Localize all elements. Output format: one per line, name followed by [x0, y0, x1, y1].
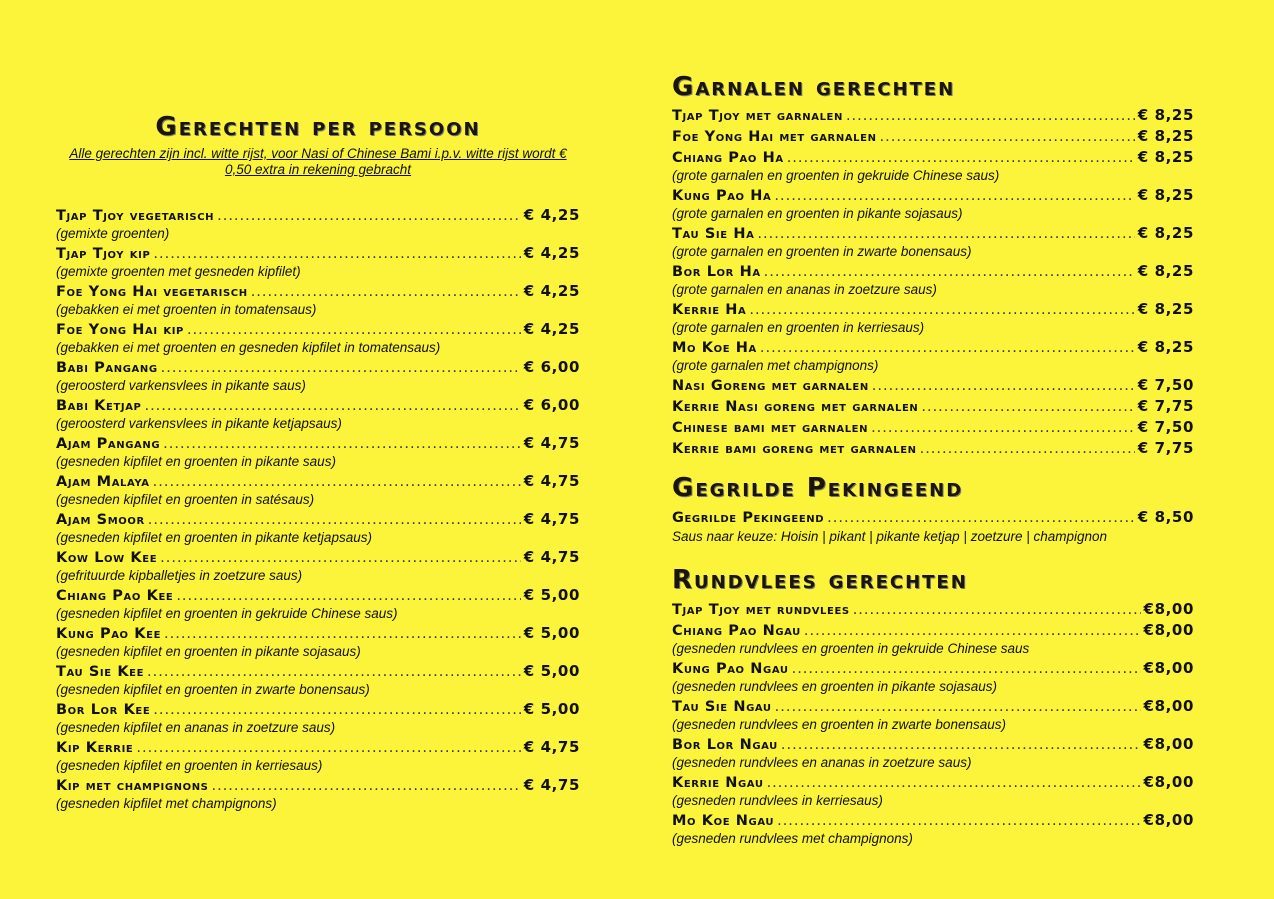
dish-name: Tau Sie Kee: [56, 664, 145, 680]
menu-item-line: [56, 243, 580, 264]
dot-leader: [777, 811, 1140, 831]
dish-description: (gesneden rundvlees met champignons): [672, 831, 913, 846]
menu-item: [56, 547, 580, 585]
dot-leader: [153, 700, 520, 720]
dot-leader: [846, 106, 1135, 126]
dot-leader: [853, 600, 1141, 620]
menu-item-line: [56, 357, 580, 378]
dot-leader: [871, 418, 1135, 438]
dish-name: Gegrilde Pekingeend: [672, 510, 825, 526]
dish-price: € 7,50: [1137, 418, 1194, 436]
dish-description: (grote garnalen en groenten in kerriesaus): [672, 320, 925, 335]
dish-name: Tau Sie Ha: [672, 226, 755, 242]
dish-price: €8,00: [1143, 697, 1194, 715]
dish-price: €8,00: [1143, 773, 1194, 791]
dish-price: € 8,25: [1137, 106, 1194, 124]
menu-item-line: [56, 319, 580, 340]
dish-price: € 5,00: [523, 700, 580, 718]
dot-leader: [148, 510, 521, 530]
dish-price: € 5,00: [523, 586, 580, 604]
dish-price: € 4,25: [523, 244, 580, 262]
dish-name: Bor Lor Kee: [56, 702, 151, 718]
dish-name: Kow Low Kee: [56, 550, 158, 566]
dot-leader: [163, 434, 521, 454]
dot-leader: [787, 148, 1135, 168]
dish-price: €8,00: [1143, 621, 1194, 639]
dish-name: Tjap Tjoy met garnalen: [672, 108, 843, 124]
dish-description: (geroosterd varkensvlees in pikante saus): [56, 378, 306, 393]
dish-price: € 8,25: [1137, 224, 1194, 242]
dish-name: Chinese bami met garnalen: [672, 420, 869, 436]
menu-item-line: [672, 337, 1194, 358]
dish-price: € 5,00: [523, 624, 580, 642]
dot-leader: [144, 396, 520, 416]
dish-price: € 8,25: [1137, 127, 1194, 145]
dish-description: (gesneden kipfilet en groenten in pikante ketjapsaus): [56, 530, 372, 545]
dish-name: Kip Kerrie: [56, 740, 134, 756]
menu-item-line: [56, 585, 580, 606]
menu-item: [672, 507, 1194, 528]
menu-item: [672, 105, 1194, 126]
dish-description: (gesneden kipfilet en ananas in zoetzure saus): [56, 720, 336, 735]
menu-item: [56, 281, 580, 319]
section-title-rundvlees: Rundvlees gerechten: [672, 565, 968, 595]
dish-name: Ajam Pangang: [56, 436, 161, 452]
menu-item: [672, 734, 1194, 772]
dish-name: Mo Koe Ngau: [672, 813, 775, 829]
dish-description: (gesneden rundvlees en groenten in pikante sojasaus): [672, 679, 997, 694]
menu-item-line: [56, 699, 580, 720]
dish-price: € 4,25: [523, 282, 580, 300]
dish-price: € 4,75: [523, 548, 580, 566]
dish-description: (gesneden kipfilet en groenten in satésaus): [56, 492, 315, 507]
dish-description: (gesneden kipfilet met champignons): [56, 796, 277, 811]
dish-name: Kerrie Nasi goreng met garnalen: [672, 399, 919, 415]
dot-leader: [187, 320, 521, 340]
dot-leader: [757, 224, 1134, 244]
dish-description: (gesneden rundvlees en groenten in zwarte bonensaus): [672, 717, 1006, 732]
dish-name: Babi Pangang: [56, 360, 158, 376]
menu-item-line: [672, 396, 1194, 417]
dish-name: Kung Pao Kee: [56, 626, 161, 642]
gerechten-list: [56, 205, 580, 813]
dish-name: Tjap Tjoy met rundvlees: [672, 602, 850, 618]
dish-description: (gesneden kipfilet en groenten in kerriesaus): [56, 758, 323, 773]
menu-item: [672, 810, 1194, 848]
dish-name: Kung Pao Ha: [672, 188, 772, 204]
menu-item-line: [672, 417, 1194, 438]
menu-item: [672, 223, 1194, 261]
dish-name: Babi Ketjap: [56, 398, 142, 414]
dish-description: (gemixte groenten): [56, 226, 170, 241]
dish-description: (grote garnalen en groenten in gekruide Chinese saus): [672, 168, 1000, 183]
menu-item: [56, 775, 580, 813]
menu-item-line: [672, 375, 1194, 396]
dish-description: (gebakken ei met groenten in tomatensaus): [56, 302, 317, 317]
menu-item-line: [672, 620, 1194, 641]
dish-price: € 4,75: [523, 434, 580, 452]
menu-item: [56, 471, 580, 509]
menu-item-line: [56, 547, 580, 568]
dish-description: (gesneden rundvlees en groenten in gekruide Chinese saus: [672, 641, 1030, 656]
dish-name: Kerrie bami goreng met garnalen: [672, 441, 917, 457]
dish-description: (grote garnalen met champignons): [672, 358, 879, 373]
menu-item: [672, 772, 1194, 810]
menu-item-line: [56, 471, 580, 492]
menu-item-line: [56, 661, 580, 682]
dish-price: € 4,75: [523, 738, 580, 756]
dot-leader: [749, 300, 1134, 320]
dish-price: €8,00: [1143, 735, 1194, 753]
sauce-options: Saus naar keuze: Hoisin | pikant | pikante ketjap | zoetzure | champignon: [672, 529, 1108, 544]
dish-description: (grote garnalen en groenten in pikante sojasaus): [672, 206, 963, 221]
dish-name: Foe Yong Hai met garnalen: [672, 129, 877, 145]
menu-item-line: [672, 185, 1194, 206]
dish-name: Tjap Tjoy kip: [56, 246, 151, 262]
dish-description: (gebakken ei met groenten en gesneden kipfilet in tomatensaus): [56, 340, 441, 355]
menu-item-line: [672, 126, 1194, 147]
menu-item-line: [672, 810, 1194, 831]
dish-price: € 4,75: [523, 472, 580, 490]
dish-price: € 8,25: [1137, 262, 1194, 280]
menu-item: [672, 696, 1194, 734]
dish-name: Tjap Tjoy vegetarisch: [56, 208, 215, 224]
dish-description: (gesneden kipfilet en groenten in pikante sojasaus): [56, 644, 361, 659]
menu-item: [56, 433, 580, 471]
dish-price: € 8,50: [1137, 508, 1194, 526]
section-title-gerechten: Gerechten per persoon: [155, 112, 481, 142]
menu-item-line: [672, 507, 1194, 528]
dish-description: (geroosterd varkensvlees in pikante ketjapsaus): [56, 416, 342, 431]
dish-description: (gesneden kipfilet en groenten in gekruide Chinese saus): [56, 606, 398, 621]
menu-item: [56, 661, 580, 699]
dish-price: € 4,25: [523, 320, 580, 338]
garnalen-list: [672, 105, 1194, 459]
dish-name: Kip met champignons: [56, 778, 209, 794]
dot-leader: [217, 206, 521, 226]
dish-price: € 4,75: [523, 776, 580, 794]
dish-name: Foe Yong Hai kip: [56, 322, 184, 338]
dish-price: € 8,25: [1137, 186, 1194, 204]
dot-leader: [760, 338, 1135, 358]
dish-price: € 4,75: [523, 510, 580, 528]
menu-item: [672, 438, 1194, 459]
rice-note: Alle gerechten zijn incl. witte rijst, voor Nasi of Chinese Bami i.p.v. witte rijst wordt € 0,50 extra in rekening gebracht: [69, 146, 567, 177]
dish-name: Kerrie Ha: [672, 302, 747, 318]
menu-item: [56, 243, 580, 281]
dish-price: € 4,25: [523, 206, 580, 224]
dot-leader: [764, 262, 1135, 282]
dish-price: €8,00: [1143, 811, 1194, 829]
dish-name: Nasi Goreng met garnalen: [672, 378, 869, 394]
dish-price: € 8,25: [1137, 300, 1194, 318]
dish-name: Kung Pao Ngau: [672, 661, 789, 677]
dot-leader: [781, 735, 1141, 755]
dish-name: Kerrie Ngau: [672, 775, 764, 791]
menu-item: [672, 620, 1194, 658]
menu-item: [672, 147, 1194, 185]
dish-price: € 5,00: [523, 662, 580, 680]
dot-leader: [792, 659, 1141, 679]
menu-item: [56, 737, 580, 775]
menu-item-line: [56, 205, 580, 226]
menu-item: [672, 185, 1194, 223]
menu-item-line: [672, 438, 1194, 459]
menu-item-line: [672, 599, 1194, 620]
dot-leader: [921, 397, 1134, 417]
dot-leader: [153, 472, 521, 492]
dot-leader: [767, 773, 1141, 793]
dish-description: (grote garnalen en groenten in zwarte bonensaus): [672, 244, 972, 259]
dish-price: €8,00: [1143, 659, 1194, 677]
menu-item: [672, 375, 1194, 396]
dish-price: €8,00: [1143, 600, 1194, 618]
dish-description: (gesneden rundvlees en ananas in zoetzure saus): [672, 755, 972, 770]
menu-item-line: [672, 261, 1194, 282]
menu-item-line: [672, 299, 1194, 320]
menu-item-line: [672, 105, 1194, 126]
menu-item-line: [672, 734, 1194, 755]
menu-item: [672, 261, 1194, 299]
menu-item-line: [672, 147, 1194, 168]
menu-item-line: [672, 223, 1194, 244]
menu-item-line: [672, 772, 1194, 793]
dot-leader: [153, 244, 520, 264]
menu-item: [56, 585, 580, 623]
menu-item-line: [56, 433, 580, 454]
dot-leader: [775, 697, 1141, 717]
menu-item: [56, 395, 580, 433]
dot-leader: [176, 586, 520, 606]
right-column: [672, 72, 1194, 848]
menu-item: [672, 299, 1194, 337]
dish-name: Ajam Smoor: [56, 512, 145, 528]
menu-item: [672, 599, 1194, 620]
menu-item: [672, 337, 1194, 375]
dish-name: Chiang Pao Ha: [672, 150, 784, 166]
menu-item: [672, 396, 1194, 417]
dish-name: Mo Koe Ha: [672, 340, 757, 356]
left-column: [56, 112, 580, 813]
menu-item: [56, 623, 580, 661]
dot-leader: [161, 358, 521, 378]
dot-leader: [880, 127, 1135, 147]
menu-item: [56, 509, 580, 547]
menu-item: [672, 417, 1194, 438]
dish-price: € 7,75: [1137, 439, 1194, 457]
menu-item-line: [672, 658, 1194, 679]
dot-leader: [827, 508, 1135, 528]
rundvlees-list: [672, 599, 1194, 848]
dot-leader: [160, 548, 521, 568]
dot-leader: [804, 621, 1141, 641]
section-title-garnalen: Garnalen gerechten: [672, 72, 956, 102]
dish-description: (gemixte groenten met gesneden kipfilet): [56, 264, 301, 279]
dish-description: (grote garnalen en ananas in zoetzure saus): [672, 282, 937, 297]
menu-item: [672, 126, 1194, 147]
dish-name: Ajam Malaya: [56, 474, 150, 490]
menu-item-line: [672, 696, 1194, 717]
menu-item: [56, 319, 580, 357]
dot-leader: [872, 376, 1135, 396]
dish-price: € 8,25: [1137, 338, 1194, 356]
menu-item-line: [56, 395, 580, 416]
section-title-pekingeend: Gegrilde Pekingeend: [672, 473, 964, 503]
dish-name: Chiang Pao Kee: [56, 588, 174, 604]
menu-item: [56, 205, 580, 243]
menu-item-line: [56, 623, 580, 644]
dish-price: € 6,00: [523, 358, 580, 376]
dot-leader: [136, 738, 520, 758]
dot-leader: [147, 662, 521, 682]
dish-name: Foe Yong Hai vegetarisch: [56, 284, 248, 300]
dot-leader: [211, 776, 520, 796]
dish-name: Bor Lor Ha: [672, 264, 761, 280]
dish-name: Chiang Pao Ngau: [672, 623, 801, 639]
pekingeend-list: [672, 507, 1194, 528]
menu-item-line: [56, 281, 580, 302]
menu-item: [672, 658, 1194, 696]
menu-item-line: [56, 737, 580, 758]
dish-price: € 6,00: [523, 396, 580, 414]
dish-description: (gesneden rundvlees in kerriesaus): [672, 793, 883, 808]
dot-leader: [164, 624, 521, 644]
dot-leader: [920, 439, 1135, 459]
dish-price: € 8,25: [1137, 148, 1194, 166]
menu-item: [56, 357, 580, 395]
dish-description: (gesneden kipfilet en groenten in zwarte bonensaus): [56, 682, 370, 697]
dish-name: Bor Lor Ngau: [672, 737, 778, 753]
dot-leader: [251, 282, 521, 302]
dish-price: € 7,50: [1137, 376, 1194, 394]
dish-price: € 7,75: [1137, 397, 1194, 415]
menu-item-line: [56, 509, 580, 530]
dot-leader: [774, 186, 1134, 206]
dish-description: (gefrituurde kipballetjes in zoetzure saus): [56, 568, 303, 583]
menu-item: [56, 699, 580, 737]
dish-description: (gesneden kipfilet en groenten in pikante saus): [56, 454, 336, 469]
menu-item-line: [56, 775, 580, 796]
dish-name: Tau Sie Ngau: [672, 699, 772, 715]
